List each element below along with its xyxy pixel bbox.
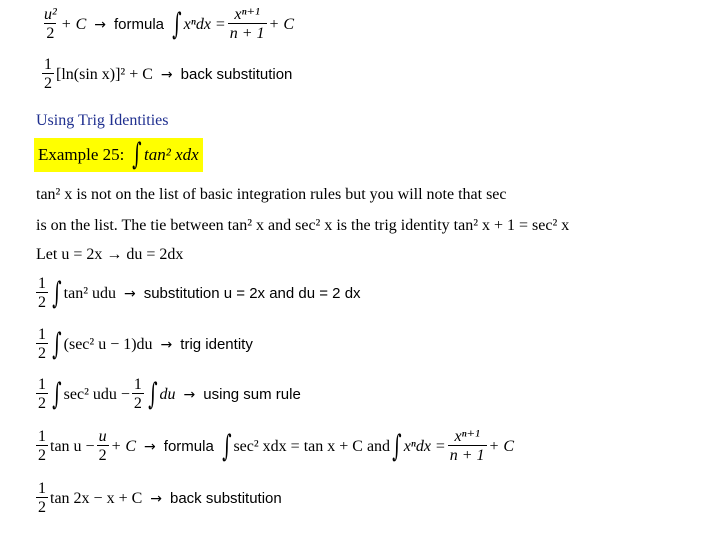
fraction-denominator: 2 [38, 294, 46, 311]
fraction-numerator: 1 [133, 376, 142, 393]
step-expression: tan² udu [63, 284, 116, 302]
formula-expression: sec² xdx = tan x + C and [233, 437, 391, 455]
integral-sign: ∫ [52, 326, 62, 362]
step-note: back substitution [170, 490, 282, 507]
step-4 [34, 428, 514, 465]
expression: [ln(sin x)]² + C [56, 65, 153, 83]
fraction-numerator: 1 [38, 326, 46, 343]
step-5 [34, 480, 282, 517]
fraction-denominator: 2 [38, 447, 46, 464]
fraction-numerator: 1 [44, 56, 52, 73]
expression: + C [268, 15, 294, 33]
arrow-icon: → [94, 16, 106, 33]
fraction-denominator: 2 [38, 345, 46, 362]
fraction-denominator: 2 [38, 499, 46, 516]
arrow-icon: → [123, 285, 136, 302]
arrow-icon: → [160, 66, 173, 83]
step-expression: sec² udu − [63, 385, 130, 403]
fraction [448, 428, 487, 465]
fraction-numerator: xⁿ⁺¹ [234, 6, 260, 23]
fraction-numerator: 1 [38, 428, 46, 445]
step-note: substitution u = 2x and du = 2 dx [143, 285, 361, 302]
paragraph-line-1: tan² x is not on the list of basic integration rules but you will note that sec [36, 186, 507, 203]
fraction [97, 428, 109, 465]
top-line-2 [40, 56, 292, 93]
step-3 [34, 376, 301, 413]
fraction-denominator: n + 1 [449, 447, 485, 464]
example-box [34, 138, 203, 172]
fraction [36, 326, 48, 363]
formula-expression: + C [488, 437, 514, 455]
integral-body: xⁿdx = [183, 15, 226, 33]
step-expression: tan 2x − x + C [50, 489, 143, 507]
top-line-1 [40, 6, 294, 43]
fraction [36, 275, 48, 312]
integral-sign: ∫ [52, 376, 62, 412]
integral-sign: ∫ [132, 137, 142, 172]
fraction [36, 376, 48, 413]
step-note: using sum rule [203, 386, 301, 403]
fraction-denominator: 2 [46, 25, 55, 42]
fraction-numerator: 1 [38, 275, 46, 292]
fraction [36, 480, 48, 517]
fraction [42, 56, 54, 93]
arrow-icon: → [150, 490, 162, 507]
step-note: back substitution [180, 66, 293, 83]
fraction [228, 6, 267, 43]
fraction-denominator: n + 1 [229, 25, 265, 42]
section-title: Using Trig Identities [36, 112, 169, 129]
step-expression: (sec² u − 1)du [63, 335, 153, 353]
arrow-icon: → [144, 438, 156, 455]
fraction [132, 376, 144, 413]
fraction-denominator: 2 [98, 447, 107, 464]
integral-sign: ∫ [172, 6, 182, 42]
fraction-numerator: xⁿ⁺¹ [454, 428, 480, 445]
step-note: formula [163, 438, 214, 455]
integral-sign: ∫ [148, 376, 158, 412]
arrow-icon: → [183, 386, 196, 403]
formula-expression: xⁿdx = [403, 437, 446, 455]
step-1 [34, 275, 361, 312]
fraction-numerator: 1 [38, 480, 46, 497]
example-expression: tan² xdx [144, 145, 199, 164]
paragraph-line-3: Let u = 2x → du = 2dx [36, 246, 184, 263]
step-note: formula [114, 16, 165, 33]
integral-sign: ∫ [221, 428, 232, 464]
integral-sign: ∫ [52, 275, 62, 311]
arrow-icon: → [160, 336, 173, 353]
fraction-denominator: 2 [133, 395, 142, 412]
step-2 [34, 326, 253, 363]
step-note: trig identity [180, 336, 253, 353]
fraction-denominator: 2 [38, 395, 46, 412]
fraction-numerator: 1 [38, 376, 46, 393]
fraction-denominator: 2 [44, 75, 52, 92]
paragraph-line-2: is on the list. The tie between tan² x and sec² x is the trig identity tan² x + 1 = sec² x [36, 217, 570, 234]
step-expression: tan u − [50, 437, 95, 455]
integral-sign: ∫ [392, 428, 402, 464]
fraction-numerator: u [98, 428, 107, 445]
fraction-numerator: u² [44, 6, 57, 23]
example-label: Example 25: [38, 145, 125, 164]
step-expression: du [159, 385, 176, 403]
step-expression: + C [110, 437, 137, 455]
expression: + C [60, 15, 87, 33]
fraction [36, 428, 48, 465]
fraction [42, 6, 59, 43]
